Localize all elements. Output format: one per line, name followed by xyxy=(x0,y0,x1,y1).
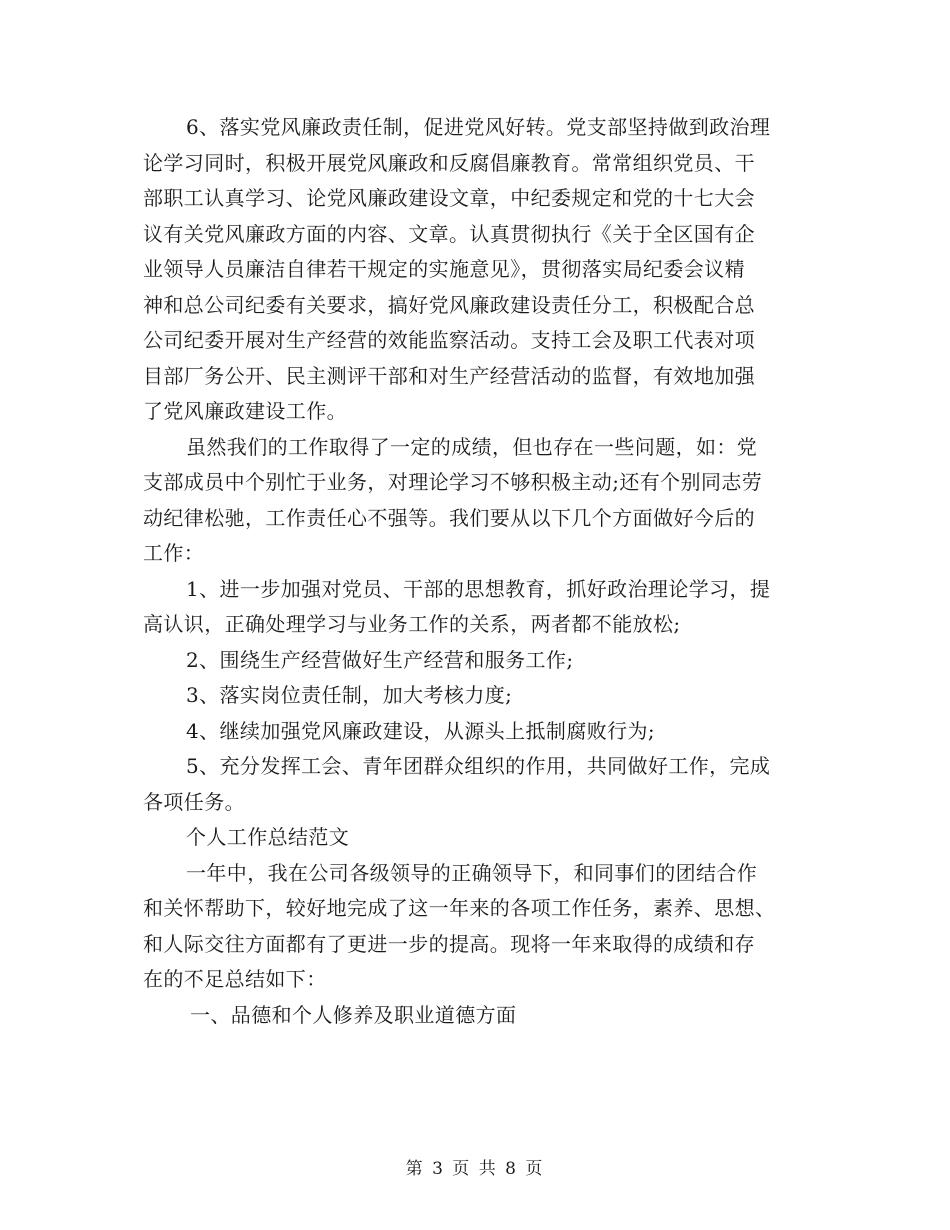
text-line: 和人际交往方面都有了更进一步的提高。现将一年来取得的成绩和存 xyxy=(143,931,755,956)
text-line: 5、充分发挥工会、青年团群众组织的作用，共同做好工作，完成 xyxy=(186,754,771,778)
text-line: 了党风廉政建设工作。 xyxy=(143,399,347,423)
text-line: 在的不足总结如下： xyxy=(143,967,327,991)
text-line: 论学习同时，积极开展党风廉政和反腐倡廉教育。常常组织党员、干 xyxy=(143,150,755,175)
text-line: 各项任务。 xyxy=(143,789,245,814)
text-line: 6、落实党风廉政责任制，促进党风好转。党支部坚持做到政治理 xyxy=(186,115,771,139)
text-line: 4、继续加强党风廉政建设，从源头上抵制腐败行为; xyxy=(186,718,656,743)
text-line: 和关怀帮助下，较好地完成了这一年来的各项工作任务，素养、思想、 xyxy=(143,896,776,920)
document-body xyxy=(143,110,813,1033)
text-line: 神和总公司纪委有关要求，搞好党风廉政建设责任分工，积极配合总 xyxy=(143,292,755,317)
text-line: 业领导人员廉洁自律若干规定的实施意见》，贯彻落实局纪委会议精 xyxy=(143,257,745,281)
text-line: 一、品德和个人修养及职业道德方面 xyxy=(190,1002,517,1027)
text-line: 一年中，我在公司各级领导的正确领导下，和同事们的团结合作 xyxy=(186,860,758,885)
text-line: 1、进一步加强对党员、干部的思想教育，抓好政治理论学习，提 xyxy=(186,576,771,601)
page-number-footer: 第 3 页 共 8 页 xyxy=(405,1159,545,1179)
text-line: 高认识，正确处理学习与业务工作的关系，两者都不能放松; xyxy=(143,612,681,636)
text-line: 虽然我们的工作取得了一定的成绩，但也存在一些问题，如：党 xyxy=(186,434,758,459)
text-line: 部职工认真学习、论党风廉政建设文章，中纪委规定和党的十七大会 xyxy=(143,186,755,210)
text-line: 动纪律松驰，工作责任心不强等。我们要从以下几个方面做好今后的 xyxy=(143,505,755,530)
text-line: 议有关党风廉政方面的内容、文章。认真贯彻执行《关于全区国有企 xyxy=(143,221,755,246)
text-line: 个人工作总结范文 xyxy=(186,825,350,849)
text-line: 3、落实岗位责任制，加大考核力度; xyxy=(186,683,513,707)
text-line: 目部厂务公开、民主测评干部和对生产经营活动的监督，有效地加强 xyxy=(143,363,755,388)
text-line: 支部成员中个别忙于业务，对理论学习不够积极主动;还有个别同志劳 xyxy=(143,470,763,494)
text-line: 工作： xyxy=(143,541,205,565)
text-line: 公司纪委开展对生产经营的效能监察活动。支持工会及职工代表对项 xyxy=(143,328,755,352)
text-line: 2、围绕生产经营做好生产经营和服务工作; xyxy=(186,647,574,672)
